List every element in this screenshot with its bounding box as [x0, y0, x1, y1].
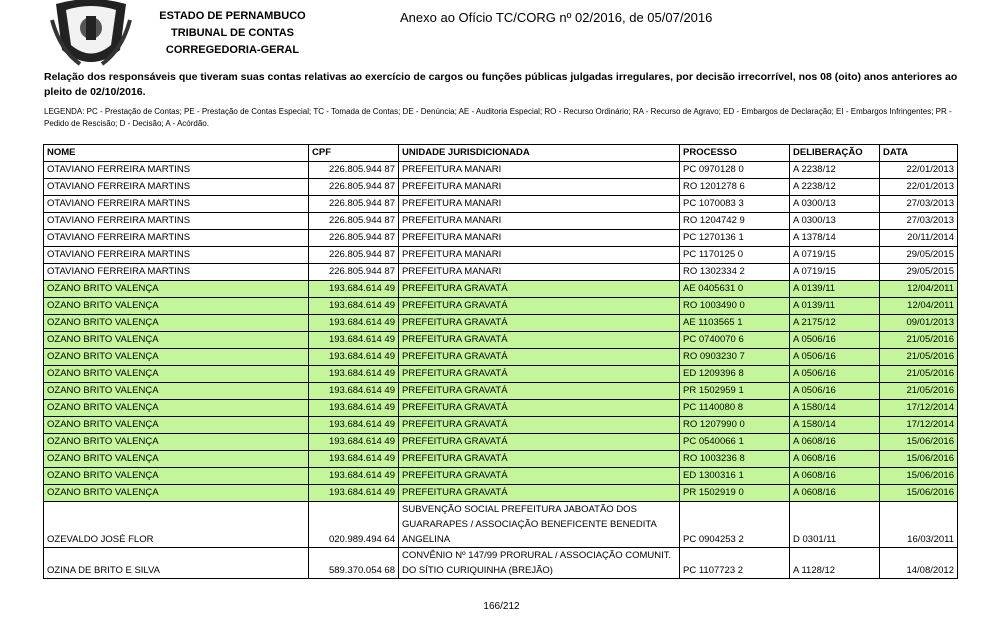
header-institution	[150, 8, 315, 59]
cell-data: 21/05/2016	[880, 383, 958, 400]
cell-deliberacao: A 0300/13	[790, 196, 880, 213]
cell-cpf: 193.684.614 49	[309, 315, 399, 332]
cell-data: 21/05/2016	[880, 349, 958, 366]
cell-cpf: 193.684.614 49	[309, 281, 399, 298]
cell-cpf: 193.684.614 49	[309, 400, 399, 417]
col-header-cpf: CPF	[309, 145, 399, 162]
cell-deliberacao: A 0139/11	[790, 281, 880, 298]
coat-of-arms-icon	[50, 0, 132, 70]
cell-nome: OZANO BRITO VALENÇA	[44, 366, 309, 383]
cell-processo: PC 0740070 6	[680, 332, 790, 349]
cell-cpf: 226.805.944 87	[309, 162, 399, 179]
col-header-deliberacao: DELIBERAÇÃO	[790, 145, 880, 162]
table-row	[44, 502, 958, 548]
cell-cpf: 193.684.614 49	[309, 434, 399, 451]
cell-cpf: 193.684.614 49	[309, 485, 399, 502]
cell-processo: RO 1201278 6	[680, 179, 790, 196]
page-number: 166/212	[483, 601, 520, 612]
cell-unidade: PREFEITURA MANARI	[399, 179, 680, 196]
cell-data: 29/05/2015	[880, 247, 958, 264]
cell-data: 12/04/2011	[880, 298, 958, 315]
cell-processo: RO 1204742 9	[680, 213, 790, 230]
cell-unidade: PREFEITURA MANARI	[399, 247, 680, 264]
cell-unidade: PREFEITURA GRAVATÁ	[399, 281, 680, 298]
cell-data: 27/03/2013	[880, 213, 958, 230]
cell-deliberacao: D 0301/11	[790, 502, 880, 548]
cell-unidade: PREFEITURA MANARI	[399, 213, 680, 230]
cell-unidade: PREFEITURA GRAVATÁ	[399, 417, 680, 434]
cell-unidade: PREFEITURA GRAVATÁ	[399, 349, 680, 366]
table-row	[44, 162, 958, 179]
cell-cpf: 226.805.944 87	[309, 213, 399, 230]
cell-deliberacao: A 0608/16	[790, 485, 880, 502]
cell-data: 21/05/2016	[880, 366, 958, 383]
col-header-nome: NOME	[44, 145, 309, 162]
cell-unidade: PREFEITURA GRAVATÁ	[399, 366, 680, 383]
cell-cpf: 226.805.944 87	[309, 196, 399, 213]
cell-cpf: 226.805.944 87	[309, 179, 399, 196]
cell-data: 22/01/2013	[880, 162, 958, 179]
cell-unidade: PREFEITURA GRAVATÁ	[399, 451, 680, 468]
cell-processo: PC 1107723 2	[680, 548, 790, 579]
cell-nome: OTAVIANO FERREIRA MARTINS	[44, 213, 309, 230]
cell-processo: AE 0405631 0	[680, 281, 790, 298]
responsaveis-table	[43, 144, 958, 579]
cell-unidade: PREFEITURA GRAVATÁ	[399, 298, 680, 315]
cell-nome: OZANO BRITO VALENÇA	[44, 281, 309, 298]
cell-nome: OZANO BRITO VALENÇA	[44, 400, 309, 417]
cell-nome: OZEVALDO JOSÉ FLOR	[44, 502, 309, 548]
cell-data: 12/04/2011	[880, 281, 958, 298]
col-header-unidade: UNIDADE JURISDICIONADA	[399, 145, 680, 162]
table-row	[44, 451, 958, 468]
cell-processo: RO 1207990 0	[680, 417, 790, 434]
cell-nome: OTAVIANO FERREIRA MARTINS	[44, 179, 309, 196]
cell-unidade: PREFEITURA GRAVATÁ	[399, 383, 680, 400]
cell-unidade: PREFEITURA GRAVATÁ	[399, 434, 680, 451]
cell-deliberacao: A 1128/12	[790, 548, 880, 579]
table-row	[44, 548, 958, 579]
cell-nome: OZINA DE BRITO E SILVA	[44, 548, 309, 579]
cell-unidade: PREFEITURA GRAVATÁ	[399, 485, 680, 502]
cell-deliberacao: A 2175/12	[790, 315, 880, 332]
table-row	[44, 281, 958, 298]
cell-deliberacao: A 0608/16	[790, 451, 880, 468]
court-name: TRIBUNAL DE CONTAS	[170, 27, 295, 39]
cell-nome: OZANO BRITO VALENÇA	[44, 468, 309, 485]
cell-deliberacao: A 1378/14	[790, 230, 880, 247]
cell-unidade: PREFEITURA GRAVATÁ	[399, 468, 680, 485]
cell-deliberacao: A 1580/14	[790, 400, 880, 417]
cell-processo: RO 0903230 7	[680, 349, 790, 366]
cell-nome: OZANO BRITO VALENÇA	[44, 485, 309, 502]
cell-cpf: 589.370.054 68	[309, 548, 399, 579]
cell-unidade: PREFEITURA MANARI	[399, 230, 680, 247]
cell-nome: OTAVIANO FERREIRA MARTINS	[44, 264, 309, 281]
cell-unidade: PREFEITURA GRAVATÁ	[399, 315, 680, 332]
col-header-processo: PROCESSO	[680, 145, 790, 162]
cell-deliberacao: A 2238/12	[790, 162, 880, 179]
cell-cpf: 226.805.944 87	[309, 247, 399, 264]
table-row	[44, 434, 958, 451]
cell-deliberacao: A 0719/15	[790, 264, 880, 281]
annex-title: Anexo ao Ofício TC/CORG nº 02/2016, de 05/07/2016	[400, 10, 713, 25]
cell-deliberacao: A 0506/16	[790, 383, 880, 400]
cell-cpf: 193.684.614 49	[309, 417, 399, 434]
table-header-row	[44, 145, 958, 162]
cell-data: 17/12/2014	[880, 400, 958, 417]
cell-processo: PR 1502919 0	[680, 485, 790, 502]
table-row	[44, 179, 958, 196]
cell-deliberacao: A 0300/13	[790, 213, 880, 230]
cell-data: 14/08/2012	[880, 548, 958, 579]
department-name: CORREGEDORIA-GERAL	[165, 44, 300, 56]
cell-data: 29/05/2015	[880, 264, 958, 281]
cell-deliberacao: A 0719/15	[790, 247, 880, 264]
cell-processo: PC 0904253 2	[680, 502, 790, 548]
cell-data: 16/03/2011	[880, 502, 958, 548]
table-row	[44, 485, 958, 502]
cell-data: 27/03/2013	[880, 196, 958, 213]
table-row	[44, 196, 958, 213]
cell-cpf: 193.684.614 49	[309, 451, 399, 468]
cell-nome: OTAVIANO FERREIRA MARTINS	[44, 196, 309, 213]
cell-deliberacao: A 1580/14	[790, 417, 880, 434]
cell-unidade: PREFEITURA MANARI	[399, 196, 680, 213]
cell-unidade: PREFEITURA MANARI	[399, 162, 680, 179]
table-row	[44, 468, 958, 485]
cell-nome: OTAVIANO FERREIRA MARTINS	[44, 162, 309, 179]
cell-deliberacao: A 0506/16	[790, 349, 880, 366]
cell-nome: OZANO BRITO VALENÇA	[44, 315, 309, 332]
cell-processo: RO 1302334 2	[680, 264, 790, 281]
cell-processo: PC 0970128 0	[680, 162, 790, 179]
cell-cpf: 193.684.614 49	[309, 366, 399, 383]
cell-deliberacao: A 0506/16	[790, 332, 880, 349]
cell-data: 21/05/2016	[880, 332, 958, 349]
table-row	[44, 417, 958, 434]
cell-cpf: 193.684.614 49	[309, 332, 399, 349]
cell-nome: OZANO BRITO VALENÇA	[44, 451, 309, 468]
cell-unidade: SUBVENÇÃO SOCIAL PREFEITURA JABOATÃO DOS GUARARAPES / ASSOCIAÇÃO BENEFICENTE BENEDITA ANGELINA	[399, 502, 680, 548]
cell-nome: OZANO BRITO VALENÇA	[44, 383, 309, 400]
table-body	[44, 162, 958, 579]
table-row	[44, 332, 958, 349]
cell-data: 09/01/2013	[880, 315, 958, 332]
cell-deliberacao: A 0139/11	[790, 298, 880, 315]
table-row	[44, 298, 958, 315]
cell-unidade: PREFEITURA MANARI	[399, 264, 680, 281]
cell-deliberacao: A 0608/16	[790, 434, 880, 451]
table-row	[44, 366, 958, 383]
cell-data: 15/06/2016	[880, 485, 958, 502]
cell-processo: PC 1140080 8	[680, 400, 790, 417]
table-row	[44, 264, 958, 281]
cell-processo: ED 1209396 8	[680, 366, 790, 383]
cell-processo: PC 0540066 1	[680, 434, 790, 451]
legend-text: LEGENDA: PC - Prestação de Contas; PE - Prestação de Contas Especial; TC - Tomada de Contas; DE - Denúncia; AE - Auditoria Especial; RO - Recurso Ordinário; RA - Recurso de Agravo; ED - Embargos de Declaração; EI - Embargos Infringentes; PR - Pedido de Rescisão; D - Decisão; A - Acórdão.	[44, 107, 952, 128]
cell-unidade: PREFEITURA GRAVATÁ	[399, 332, 680, 349]
table-row	[44, 383, 958, 400]
cell-processo: PR 1502959 1	[680, 383, 790, 400]
cell-processo: ED 1300316 1	[680, 468, 790, 485]
cell-cpf: 193.684.614 49	[309, 298, 399, 315]
table-row	[44, 230, 958, 247]
cell-unidade: CONVÊNIO Nº 147/99 PRORURAL / ASSOCIAÇÃO COMUNIT. DO SÍTIO CURIQUINHA (BREJÃO)	[399, 548, 680, 579]
cell-nome: OTAVIANO FERREIRA MARTINS	[44, 247, 309, 264]
cell-processo: RO 1003236 8	[680, 451, 790, 468]
cell-cpf: 226.805.944 87	[309, 264, 399, 281]
cell-processo: PC 1170125 0	[680, 247, 790, 264]
state-name: ESTADO DE PERNAMBUCO	[159, 10, 306, 22]
cell-data: 20/11/2014	[880, 230, 958, 247]
table-row	[44, 400, 958, 417]
cell-data: 15/06/2016	[880, 434, 958, 451]
cell-processo: PC 1270136 1	[680, 230, 790, 247]
cell-data: 15/06/2016	[880, 468, 958, 485]
cell-nome: OZANO BRITO VALENÇA	[44, 434, 309, 451]
col-header-data: DATA	[880, 145, 958, 162]
table-row	[44, 315, 958, 332]
cell-deliberacao: A 0506/16	[790, 366, 880, 383]
cell-nome: OZANO BRITO VALENÇA	[44, 298, 309, 315]
cell-data: 22/01/2013	[880, 179, 958, 196]
cell-nome: OZANO BRITO VALENÇA	[44, 332, 309, 349]
cell-cpf: 193.684.614 49	[309, 468, 399, 485]
cell-data: 15/06/2016	[880, 451, 958, 468]
table-row	[44, 213, 958, 230]
table-row	[44, 349, 958, 366]
cell-data: 17/12/2014	[880, 417, 958, 434]
cell-nome: OZANO BRITO VALENÇA	[44, 349, 309, 366]
cell-cpf: 193.684.614 49	[309, 383, 399, 400]
cell-nome: OTAVIANO FERREIRA MARTINS	[44, 230, 309, 247]
cell-deliberacao: A 0608/16	[790, 468, 880, 485]
relacao-text: Relação dos responsáveis que tiveram suas contas relativas ao exercício de cargos ou funções públicas julgadas irregulares, por decisão irrecorrível, nos 08 (oito) anos anteriores ao pleito de 02/10/2016.	[44, 71, 958, 98]
cell-cpf: 193.684.614 49	[309, 349, 399, 366]
cell-processo: PC 1070083 3	[680, 196, 790, 213]
cell-unidade: PREFEITURA GRAVATÁ	[399, 400, 680, 417]
table-row	[44, 247, 958, 264]
cell-cpf: 226.805.944 87	[309, 230, 399, 247]
cell-deliberacao: A 2238/12	[790, 179, 880, 196]
cell-cpf: 020.989.494 64	[309, 502, 399, 548]
cell-processo: RO 1003490 0	[680, 298, 790, 315]
cell-nome: OZANO BRITO VALENÇA	[44, 417, 309, 434]
cell-processo: AE 1103565 1	[680, 315, 790, 332]
